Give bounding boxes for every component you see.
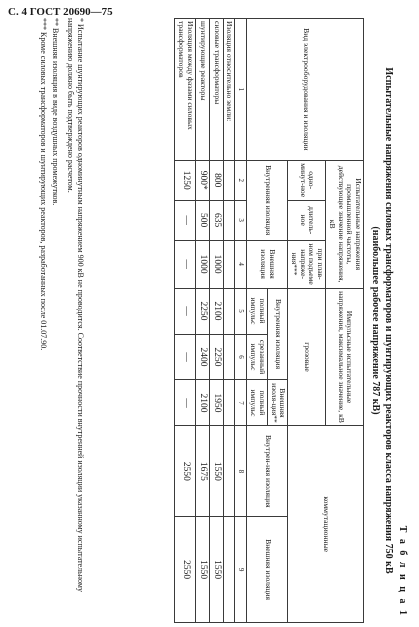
col-full-impulse-ext: полный импульс [247,380,267,426]
col-index: 1 [235,19,247,161]
col-switching: коммутационные [288,426,364,623]
footnote-2: ** Внешняя изоляция в виде воздушных промежутков. [51,18,60,206]
col-power-freq-group: Испытательные напряжения промышленной частоты, действующее значение напряжения, кВ [326,160,364,288]
col-long: длитель-ное [288,200,326,240]
cell-value: 2550 [175,517,195,623]
col-lightning: грозовые [288,288,326,426]
col-internal-insulation-imp: Внутренняя изоляция [267,288,287,380]
col-index: 2 [235,160,247,200]
col-under-rain: при плав-ном подъеме напряже-ния*** [288,240,326,288]
col-impulse-group: Импульсные испытательные напряжения, максимальное значение, кВ [326,288,364,426]
footnote-3: *** Кроме силовых трансформаторов и шунтирующих реакторов, разработанных после 01.07.90. [39,18,48,351]
col-index: 7 [235,380,247,426]
footnote-1: * Испытание шунтирующих реакторов одноминутным напряжением 900 кВ не проводится. Соответствие прочности внутренней изоляции указанному испытательному напряжению должно быть подтверждено расчетом. [66,18,85,592]
row-label-insulation-to-ground: Изоляция относительно земли: [223,19,235,161]
table-label: Т а б л и ц а 1 [397,525,408,617]
cell-value: — [175,380,195,426]
cell-value: 800 [209,160,223,200]
cell-value: — [175,240,195,288]
cell-value: 1550 [209,517,223,623]
col-internal-insulation: Внутренняя изоляция [247,160,288,240]
col-full-impulse: полный импульс [247,288,267,334]
table-title: Испытательные напряжения силовых трансформаторов и шунтирующих реакторов класса напряжения 750 кВ [383,67,394,574]
cell-value: 2550 [175,426,195,517]
row-label-reactors: шунтирующие реакторы [195,19,209,161]
cell-value: 1550 [209,426,223,517]
table-row [223,19,235,623]
col-external-insulation-imp: Внешняя изоля-ция** [267,380,287,426]
cell-value: 1000 [209,240,223,288]
cell-value: 900* [195,160,209,200]
cell-value: 1000 [195,240,209,288]
col-equipment: Вид электрооборудования и изоляции [247,19,364,161]
cell-value: 1950 [209,380,223,426]
table-row [209,19,223,623]
column-index-row [235,19,247,623]
row-label-phase-to-phase: Изоляция между фазами силовых трансформаторов [175,19,195,161]
col-index: 8 [235,426,247,517]
cell-value: 1675 [195,426,209,517]
row-label-transformers: силовые трансформаторы [209,19,223,161]
table-subtitle: (наибольшее рабочее напряжение 787 кВ) [370,226,381,415]
cell-value: 1550 [195,517,209,623]
col-external-insulation-sw: Внешняя изоляция [247,517,288,623]
cell-value: — [175,288,195,334]
cell-value: 2100 [209,288,223,334]
cell-value: 2400 [195,334,209,380]
rotated-page-content [10,18,410,623]
col-index: 4 [235,240,247,288]
cell-value: 2100 [195,380,209,426]
cell-value: 635 [209,200,223,240]
col-chopped-impulse: срезанный импульс [247,334,267,380]
col-external-insulation: Внешняя изоляция [247,240,288,288]
col-index: 9 [235,517,247,623]
cell-value: 500 [195,200,209,240]
table-row [175,19,195,623]
col-index: 3 [235,200,247,240]
table-row [195,19,209,623]
cell-value: 2250 [209,334,223,380]
cell-value: 2250 [195,288,209,334]
col-internal-insulation-sw: Внутрен-няя изоляция [247,426,288,517]
page-header: С. 4 ГОСТ 20690—75 [8,6,113,18]
cell-value: — [175,200,195,240]
cell-value: 1250 [175,160,195,200]
voltage-table [174,18,364,623]
col-one-min: одно-минут-ное [288,160,326,200]
col-index: 6 [235,334,247,380]
cell-value: — [175,334,195,380]
col-index: 5 [235,288,247,334]
